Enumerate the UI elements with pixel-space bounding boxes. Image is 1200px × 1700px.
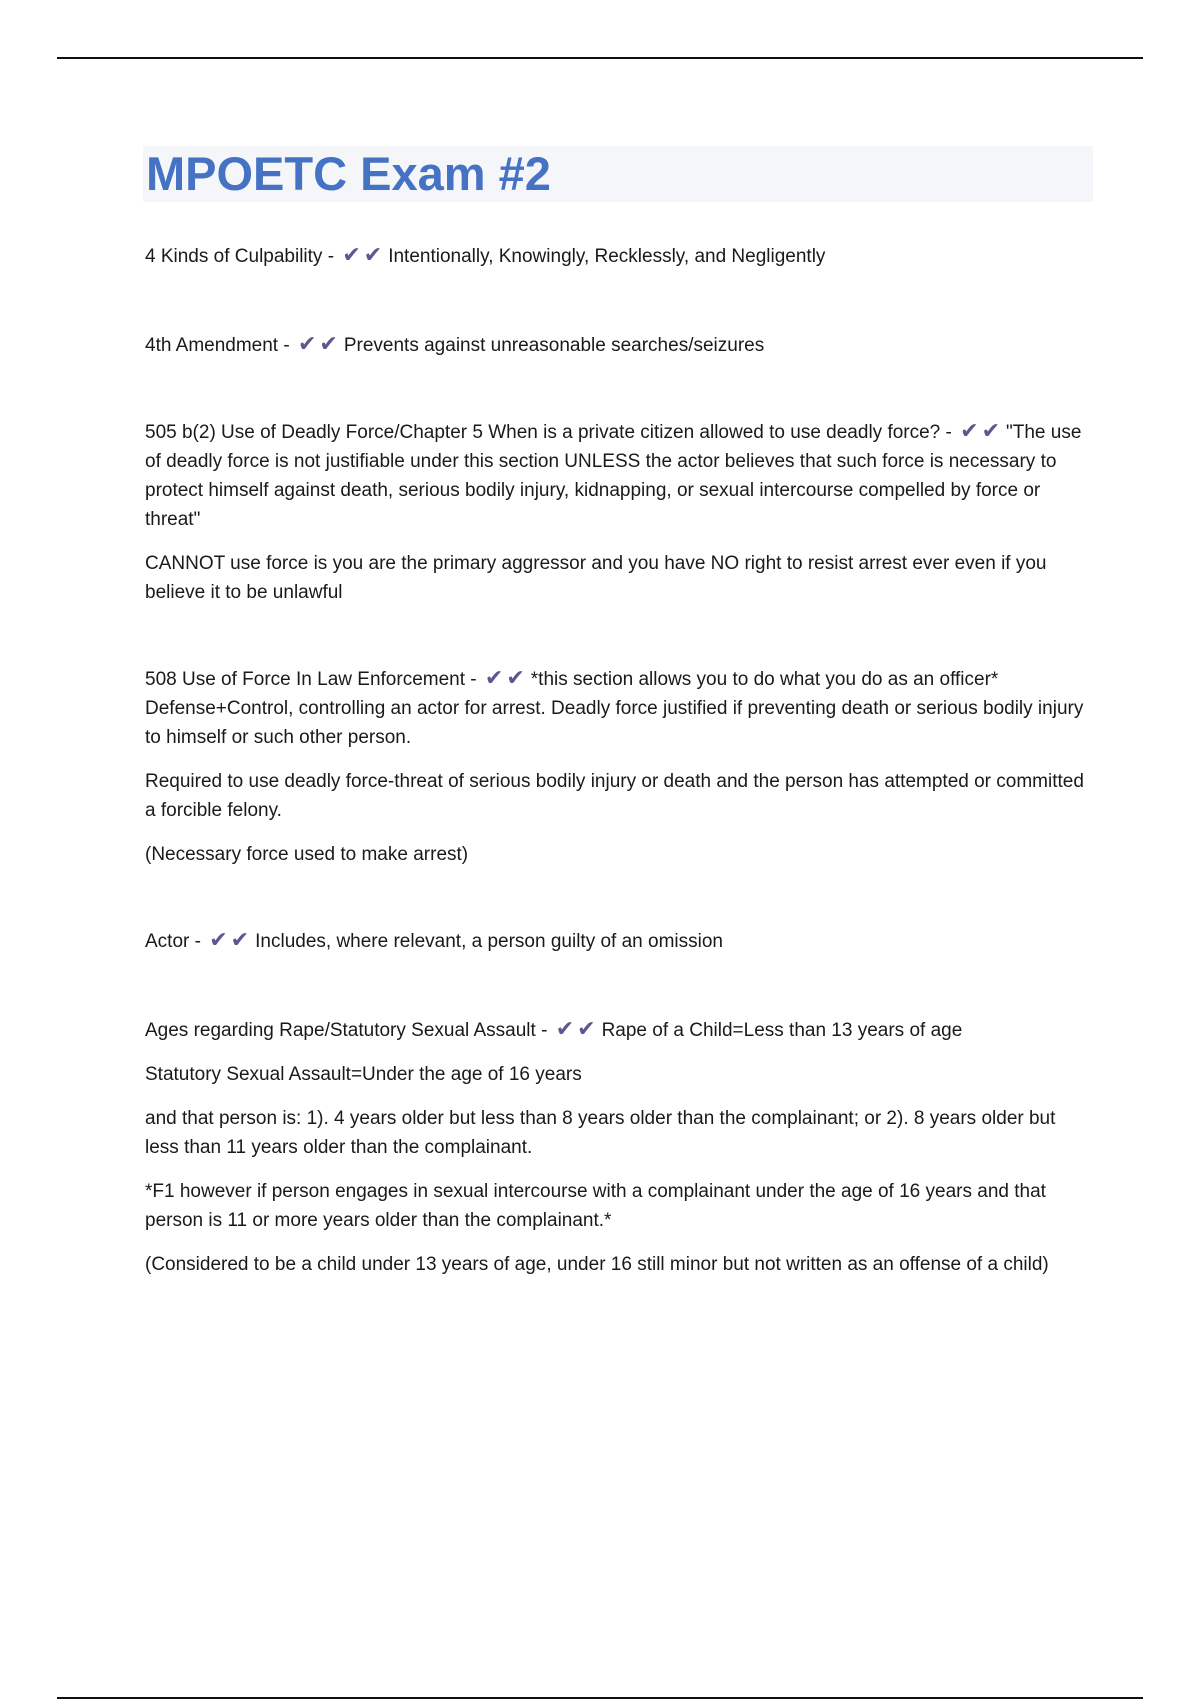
card-term: 4 Kinds of Culpability [145, 246, 323, 267]
card-term: 4th Amendment [145, 335, 279, 356]
card-separator: - [940, 422, 958, 443]
card-note: Required to use deadly force-threat of serious bodily injury or death and the person has attempted or committed a forcible felony. [145, 771, 1084, 821]
flashcard [145, 925, 1090, 956]
flashcard-question [145, 925, 1090, 956]
card-term: 505 b(2) Use of Deadly Force/Chapter 5 When is a private citizen allowed to use deadly force? [145, 422, 941, 443]
card-separator: - [189, 931, 207, 952]
card-separator: - [278, 335, 295, 356]
top-rule [57, 57, 1143, 59]
flashcard-question [145, 416, 1090, 534]
flashcard-question [145, 663, 1090, 752]
flashcard [145, 240, 1090, 271]
card-separator: - [322, 246, 340, 267]
double-check-icon: ✔✔ [342, 242, 386, 267]
flashcard [145, 416, 1090, 607]
bottom-rule [57, 1697, 1143, 1699]
card-note: Statutory Sexual Assault=Under the age of 16 years [145, 1064, 582, 1085]
card-answer: Prevents against unreasonable searches/seizures [343, 335, 765, 356]
double-check-icon: ✔✔ [960, 418, 1004, 443]
double-check-icon: ✔✔ [555, 1016, 599, 1041]
card-note: (Considered to be a child under 13 years of age, under 16 still minor but not written as an offense of a child) [145, 1254, 1049, 1275]
card-term: 508 Use of Force In Law Enforcement [145, 669, 465, 690]
flashcard-question [145, 1014, 1090, 1045]
flashcard [145, 1014, 1090, 1279]
card-answer: Rape of a Child=Less than 13 years of age [601, 1020, 963, 1041]
card-answer: *this section allows you to do what you do as an officer* Defense+Control, controlling an actor for arrest. Deadly force justified if preventing death or serious bodily injury to himself or such other person. [145, 669, 1084, 748]
page-title: MPOETC Exam #2 [146, 147, 551, 200]
card-term: Actor [145, 931, 190, 952]
card-separator: - [535, 1020, 553, 1041]
double-check-icon: ✔✔ [297, 331, 341, 356]
card-answer: Includes, where relevant, a person guilty of an omission [255, 931, 723, 952]
card-answer: Intentionally, Knowingly, Recklessly, and Negligently [388, 246, 826, 267]
card-note: and that person is: 1). 4 years older but less than 8 years older than the complainant; or 2). 8 years older but less than 11 years older than the complainant. [145, 1108, 1056, 1158]
card-answer: "The use of deadly force is not justifiable under this section UNLESS the actor believes that such force is necessary to protect himself against death, serious bodily injury, kidnapping, or sexual intercourse compelled by force or threat" [145, 422, 1082, 530]
card-separator: - [465, 669, 482, 690]
flashcard-list [145, 240, 1090, 1279]
card-note: CANNOT use force is you are the primary aggressor and you have NO right to resist arrest ever even if you believe it to be unlawful [145, 553, 1047, 603]
card-note: *F1 however if person engages in sexual intercourse with a complainant under the age of 16 years and that person is 11 or more years older than the complainant.* [145, 1181, 1046, 1231]
flashcard [145, 663, 1090, 869]
flashcard-question [145, 329, 1090, 360]
card-term: Ages regarding Rape/Statutory Sexual Assault [145, 1020, 536, 1041]
double-check-icon: ✔✔ [209, 927, 253, 952]
double-check-icon: ✔✔ [484, 665, 528, 690]
card-note: (Necessary force used to make arrest) [145, 844, 469, 865]
flashcard-question [145, 240, 1090, 271]
flashcard [145, 329, 1090, 360]
